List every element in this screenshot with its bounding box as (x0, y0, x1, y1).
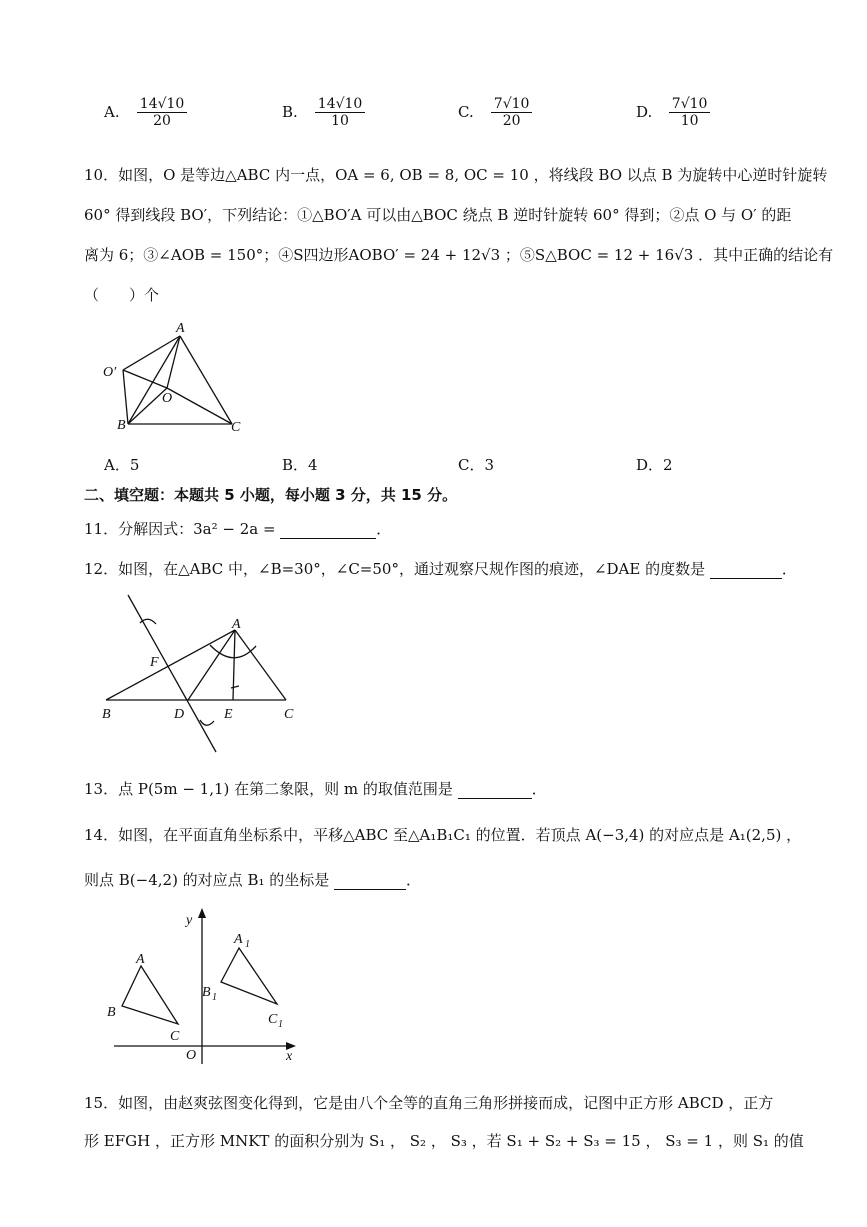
segment-ac (235, 630, 286, 700)
label-c: C (231, 420, 241, 435)
label-o-prime: O′ (103, 365, 117, 380)
segment-ad (188, 630, 235, 700)
label-c: C (170, 1029, 180, 1044)
answer-blank[interactable] (280, 520, 376, 539)
q10-option-a: A．5 (104, 456, 140, 474)
label-y: y (186, 913, 193, 928)
q10-option-b: B．4 (282, 456, 318, 474)
label-b: B (107, 1005, 116, 1020)
fraction: $\frac{7√10}{10}$ (669, 96, 711, 129)
label-b1-sub: 1 (212, 992, 217, 1003)
q9-option-b: B. $\frac{14√10}{10}$ (282, 96, 365, 129)
label-a1: A (234, 932, 243, 947)
q10-line-4: （ ）个 (84, 286, 160, 304)
q10-line-1: 10．如图，O 是等边△ABC 内一点，OA = 6, OB = 8, OC = 10 ，将线段 BO 以点 B 为旋转中心逆时针旋转 (84, 166, 828, 184)
label-b: B (102, 707, 111, 722)
perpendicular-bisector (128, 595, 216, 752)
label-a: A (232, 617, 241, 632)
segment-o-prime-b (123, 370, 128, 424)
label-c1-sub: 1 (278, 1019, 283, 1030)
fraction: $\frac{14√10}{20}$ (137, 96, 188, 129)
label-c1: C (268, 1012, 278, 1027)
q13-text: 13．点 P(5m − 1,1) 在第二象限，则 m 的取值范围是 ． (84, 780, 547, 798)
segment-oc (167, 388, 232, 424)
answer-blank[interactable] (710, 560, 782, 579)
q10-option-d: D．2 (636, 456, 673, 474)
q10-figure (95, 318, 255, 438)
segment-ab (106, 630, 235, 700)
q9-option-d: D. $\frac{7√10}{10}$ (636, 96, 710, 129)
q10-option-c: C．3 (458, 456, 495, 474)
q11-text: 11．分解因式：3a² − 2a = ． (84, 520, 392, 538)
label-b1: B (202, 985, 211, 1000)
label-a: A (136, 952, 145, 967)
segment-ae (233, 630, 235, 700)
construction-arc (200, 720, 214, 725)
q15-line-1: 15．如图，由赵爽弦图变化得到，它是由八个全等的直角三角形拼接而成，记图中正方形 ABCD ，正方 (84, 1094, 774, 1112)
y-axis-arrow (198, 908, 206, 918)
q9-option-a: A. $\frac{14√10}{20}$ (104, 96, 187, 129)
answer-blank[interactable] (334, 871, 406, 890)
fraction: $\frac{7√10}{20}$ (491, 96, 533, 129)
label-b: B (117, 418, 126, 433)
construction-arc (231, 686, 239, 688)
triangle-abc (122, 966, 178, 1024)
label-o: O (186, 1048, 197, 1063)
answer-blank[interactable] (458, 780, 532, 799)
label-x: x (286, 1049, 293, 1064)
label-o: O (162, 391, 173, 406)
segment-ao (167, 336, 180, 388)
label-c: C (284, 707, 294, 722)
fraction: $\frac{14√10}{10}$ (315, 96, 366, 129)
section-heading: 二、填空题：本题共 5 小题，每小题 3 分，共 15 分。 (84, 486, 458, 504)
q15-line-2: 形 EFGH ，正方形 MNKT 的面积分别为 S₁ ， S₂ ， S₃ ，若 S₁ + S₂ + S₃ = 15 ， S₃ = 1 ，则 S₁ 的值 (84, 1132, 804, 1150)
triangle-a1b1c1 (221, 948, 277, 1004)
q14-figure (102, 906, 302, 1066)
q14-line-2: 则点 B(−4,2) 的对应点 B₁ 的坐标是 ． (84, 871, 422, 889)
segment-ac (180, 336, 232, 424)
q12-figure (96, 590, 306, 756)
q10-line-3: 离为 6；③∠AOB = 150°；④S四边形AOBO′ = 24 + 12√3 ；⑤S△BOC = 12 + 16√3 ．其中正确的结论有 (84, 246, 834, 264)
q9-option-c: C. $\frac{7√10}{20}$ (458, 96, 532, 129)
segment-o-prime-a (123, 336, 180, 370)
q10-line-2: 60° 得到线段 BO′，下列结论：①△BO′A 可以由△BOC 绕点 B 逆时针旋转 60° 得到；②点 O 与 O′ 的距 (84, 206, 792, 224)
label-d: D (174, 707, 185, 722)
segment-ab (128, 336, 180, 424)
label-a: A (176, 321, 185, 336)
segment-o-prime-o (123, 370, 167, 388)
label-a1-sub: 1 (245, 939, 250, 950)
label-e: E (224, 707, 233, 722)
q14-line-1: 14．如图，在平面直角坐标系中，平移△ABC 至△A₁B₁C₁ 的位置．若顶点 A(−3,4) 的对应点是 A₁(2,5) ， (84, 826, 802, 844)
label-f: F (150, 655, 159, 670)
q12-text: 12．如图，在△ABC 中，∠B=30°，∠C=50°，通过观察尺规作图的痕迹，∠DAE 的度数是 ． (84, 560, 797, 578)
